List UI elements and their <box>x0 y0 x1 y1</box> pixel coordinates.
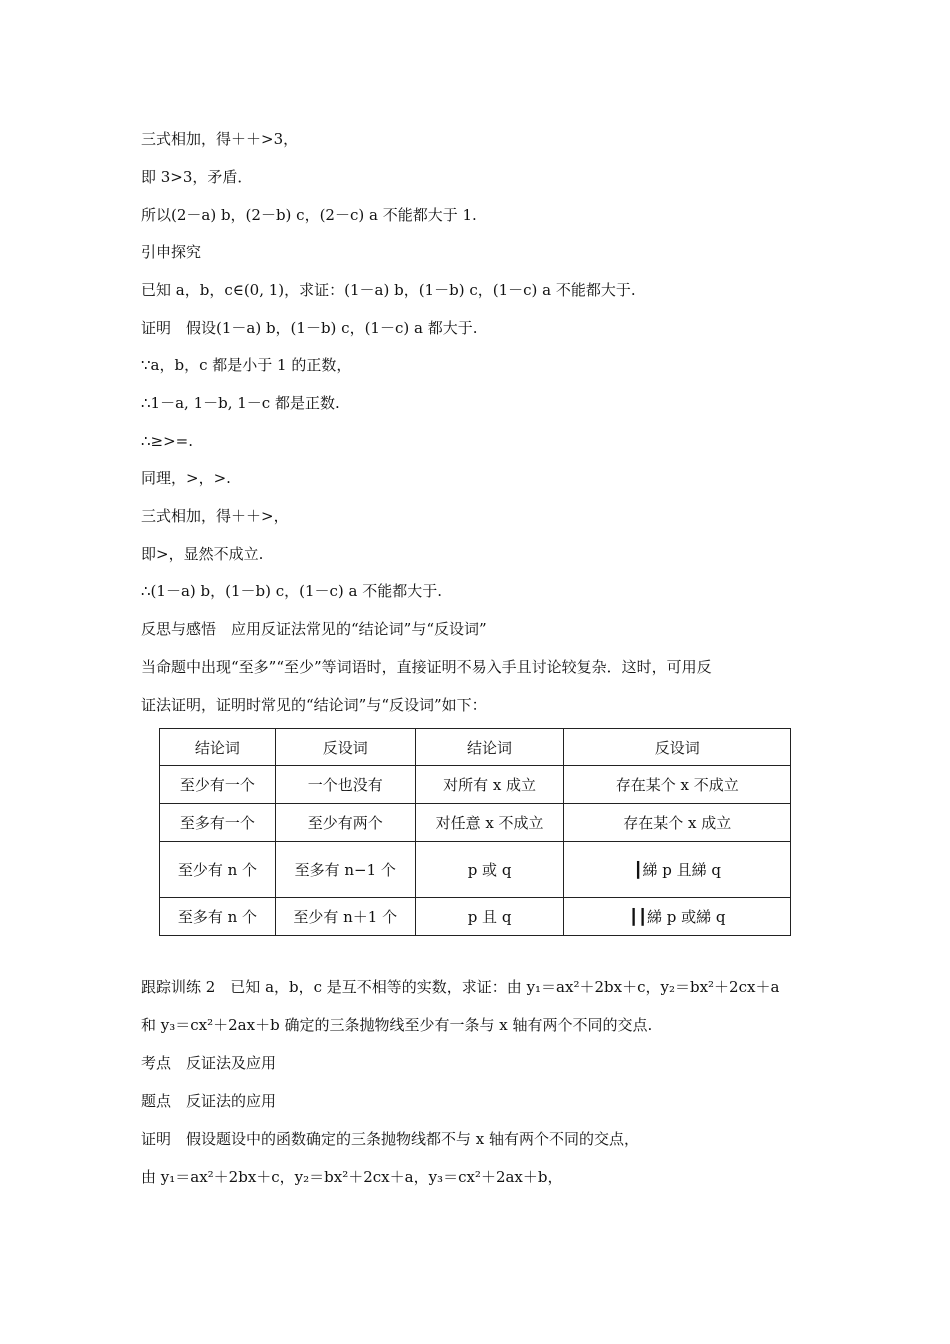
section-heading: 反思与感悟 应用反证法常见的“结论词”与“反设词” <box>141 620 487 638</box>
table-header-cell: 反设词 <box>275 729 415 766</box>
table-header-cell: 结论词 <box>415 729 564 766</box>
table-cell: ┃┃綈 p 或綈 q <box>564 898 791 936</box>
text-line: 所以(2－a) b，(2－b) c，(2－c) a 不能都大于 1. <box>141 206 477 224</box>
table-cell: ┃綈 p 且綈 q <box>564 842 791 898</box>
table-header-row <box>160 729 791 766</box>
text-line: 同理，>，>. <box>141 469 231 487</box>
table-cell: 存在某个 x 成立 <box>564 804 791 842</box>
text-line: 跟踪训练 2 已知 a，b，c 是互不相等的实数，求证：由 y₁＝ax²＋2bx＋c，y₂＝bx²＋2cx＋a <box>141 978 780 996</box>
table-cell: 对所有 x 成立 <box>415 766 564 804</box>
text-line: 三式相加，得＋＋>， <box>141 507 289 525</box>
table-cell: 对任意 x 不成立 <box>415 804 564 842</box>
text-line: 已知 a，b，c∈(0, 1)，求证：(1－a) b，(1－b) c，(1－c) a 不能都大于. <box>141 281 636 299</box>
table-cell: p 且 q <box>415 898 564 936</box>
table-cell: 至少有 n 个 <box>160 842 276 898</box>
table-cell: 至多有 n 个 <box>160 898 276 936</box>
table-cell: 至少有两个 <box>275 804 415 842</box>
table-cell: 至多有 n−1 个 <box>275 842 415 898</box>
text-line: 证明 假设题设中的函数确定的三条抛物线都不与 x 轴有两个不同的交点， <box>141 1130 639 1148</box>
text-line: ∵a，b，c 都是小于 1 的正数， <box>141 356 352 374</box>
table-cell: 至多有一个 <box>160 804 276 842</box>
table-cell: 存在某个 x 不成立 <box>564 766 791 804</box>
text-line: 三式相加，得＋＋>3， <box>141 130 299 148</box>
table-row <box>160 842 791 898</box>
text-line: 题点 反证法的应用 <box>141 1092 277 1110</box>
table-row <box>160 898 791 936</box>
comparison-table <box>159 728 791 936</box>
text-line: ∴≥>=. <box>141 432 194 450</box>
text-line: 和 y₃＝cx²＋2ax＋b 确定的三条抛物线至少有一条与 x 轴有两个不同的交点. <box>141 1016 653 1034</box>
text-line: ∴1－a, 1－b, 1－c 都是正数. <box>141 394 340 412</box>
text-line: 证法证明，证明时常见的“结论词”与“反设词”如下： <box>141 696 487 714</box>
text-line: 当命题中出现“至多”“至少”等词语时，直接证明不易入手且讨论较复杂．这时，可用反 <box>141 658 712 676</box>
section-heading: 引申探究 <box>141 243 202 261</box>
table-cell: 一个也没有 <box>275 766 415 804</box>
table-row <box>160 804 791 842</box>
text-line: ∴(1－a) b，(1－b) c，(1－c) a 不能都大于. <box>141 582 443 600</box>
text-line: 证明 假设(1－a) b，(1－b) c，(1－c) a 都大于. <box>141 319 478 337</box>
text-line: 由 y₁＝ax²＋2bx＋c，y₂＝bx²＋2cx＋a，y₃＝cx²＋2ax＋b， <box>141 1168 563 1186</box>
table-cell: 至少有一个 <box>160 766 276 804</box>
table-row <box>160 766 791 804</box>
table-header-cell: 反设词 <box>564 729 791 766</box>
table-header-cell: 结论词 <box>160 729 276 766</box>
table-cell: 至少有 n＋1 个 <box>275 898 415 936</box>
table-cell: p 或 q <box>415 842 564 898</box>
text-line: 即 3>3，矛盾． <box>141 168 253 186</box>
text-line: 即>，显然不成立. <box>141 545 264 563</box>
text-line: 考点 反证法及应用 <box>141 1054 277 1072</box>
